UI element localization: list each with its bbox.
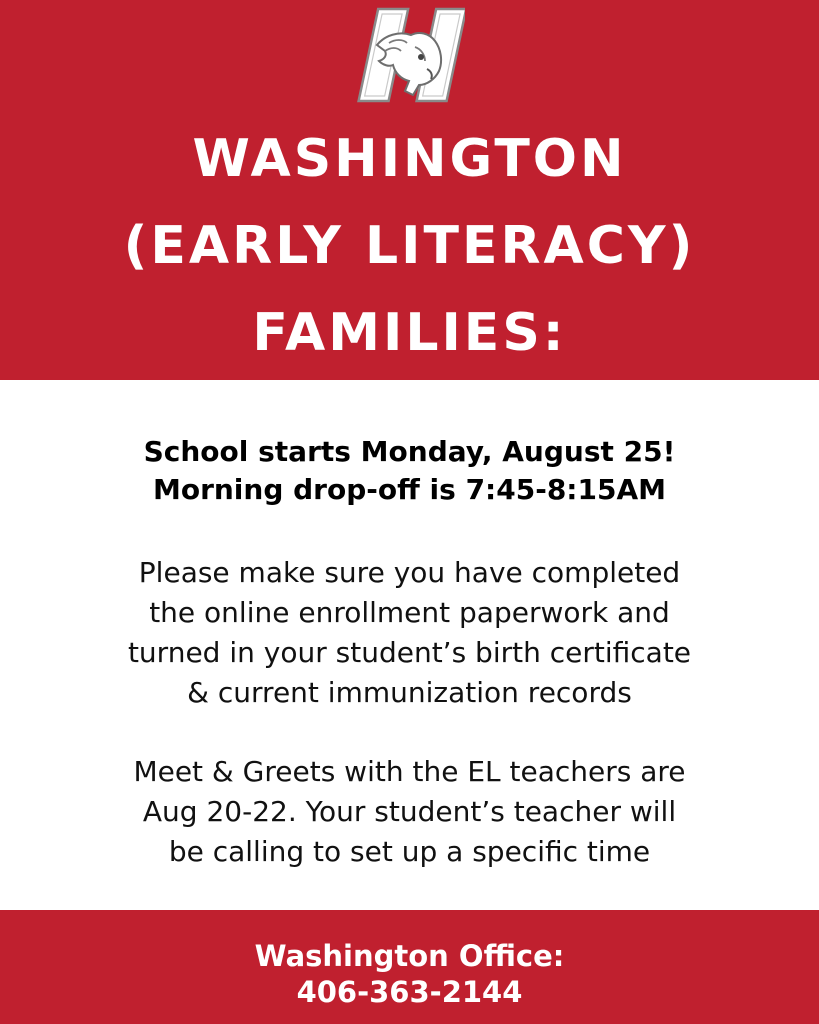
- headline-line: WASHINGTON: [192, 129, 627, 189]
- meet-greet-line: be calling to set up a specific time: [168, 835, 651, 868]
- headline-line: (EARLY LITERACY): [123, 216, 696, 276]
- paperwork-line: & current immunization records: [187, 676, 632, 709]
- school-start-notice: [0, 433, 819, 509]
- mustang-h-logo-icon: [355, 5, 465, 105]
- paperwork-line: turned in your student’s birth certificate: [127, 636, 692, 669]
- meet-greet-line: Meet & Greets with the EL teachers are: [133, 755, 686, 788]
- headline-line: FAMILIES:: [252, 303, 567, 363]
- paperwork-line: the online enrollment paperwork and: [149, 596, 670, 629]
- meet-greet-line: Aug 20-22. Your student’s teacher will: [142, 795, 677, 828]
- paperwork-reminder: [0, 553, 819, 713]
- paperwork-line: Please make sure you have completed: [138, 556, 681, 589]
- office-label: Washington Office:: [254, 939, 565, 973]
- meet-greet-notice: [0, 752, 819, 872]
- office-contact: [0, 938, 819, 1010]
- headline: [0, 116, 819, 377]
- header-banner: [0, 0, 819, 380]
- dropoff-time: Morning drop-off is 7:45-8:15AM: [152, 473, 667, 506]
- office-phone: 406-363-2144: [296, 975, 523, 1009]
- school-start-date: School starts Monday, August 25!: [143, 435, 676, 468]
